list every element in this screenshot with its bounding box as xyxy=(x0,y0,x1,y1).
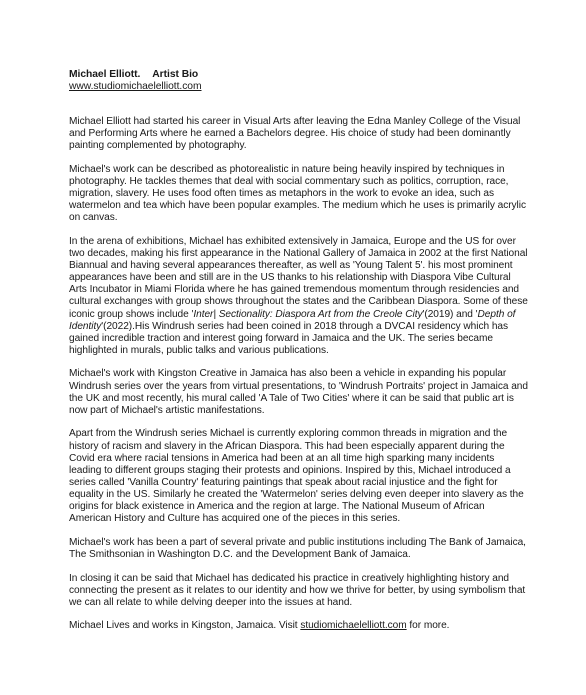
paragraph-current-work: Apart from the Windrush series Michael is currently exploring common threads in migration and the history of racism and slavery in the African Diaspora. This had been especially apparent during the Covid era where racial tensions in America had been at an all time high sparking many incidents leading to different groups staging their protests and opinions. Inspired by this, Michael introduced a series called 'Vanilla Country' featuring paintings that speak about racial injustice and the fight for equality in the US. Similarly he created the 'Watermelon' series delving even deeper into slavery as the origins for black existence in America and the region at large. The National Museum of African American History and Culture has acquired one of the pieces in this series. xyxy=(69,428,524,525)
paragraph-closing: In closing it can be said that Michael has dedicated his practice in creatively highlighting history and connecting the present as it relates to our identity and how we thrive for better, by using symbolism that we can all relate to while delving deeper into the issues at hand. xyxy=(69,572,526,608)
paragraph-institutions: Michael's work has been a part of several private and public institutions including The Bank of Jamaica, The Smithsonian in Washington D.C. and the Development Bank of Jamaica. xyxy=(69,536,526,560)
location-text-b: for more. xyxy=(406,620,450,632)
location-text-a: Michael Lives and works in Kingston, Jamaica. Visit xyxy=(69,620,301,632)
show-title-inter-sectionality: Inter| Sectionality: Diaspora Art from the Creole City xyxy=(193,308,423,320)
website-link[interactable]: www.studiomichaelelliott.com xyxy=(69,81,202,92)
paragraph-location xyxy=(69,620,529,632)
exhibitions-text-b: '(2019) and ' xyxy=(422,308,478,320)
artist-name: Michael Elliott. xyxy=(69,69,141,80)
paragraph-education: Michael Elliott had started his career in Visual Arts after leaving the Edna Manley College of the Visual and Performing Arts where he earned a Bachelors degree. His choice of study had been dominantly painting complemented by photography. xyxy=(69,116,521,152)
paragraph-kingston-creative: Michael's work with Kingston Creative in Jamaica has also been a vehicle in expanding his popular Windrush series over the years from virtual presentations, to 'Windrush Portraits' project in Jamaica and the UK and most recently, his mural called 'A Tale of Two Cities' where it can be said that public art is now part of Michael's artistic manifestations. xyxy=(69,368,528,416)
show-title-depth-of-identity: Depth of Identity xyxy=(69,308,516,332)
paragraph-exhibitions xyxy=(69,236,529,357)
bio-body xyxy=(69,116,529,644)
bio-heading: Artist Bio xyxy=(152,69,199,80)
bio-header xyxy=(69,69,529,93)
exhibitions-text-c: '(2022).His Windrush series had been coined in 2018 through a DVCAI residency which has gained incredible traction and interest going forward in Jamaica and the UK. The series became highlighted in murals, public talks and various publications. xyxy=(69,320,508,356)
closing-website-link[interactable]: studiomichaelelliott.com xyxy=(300,620,407,632)
exhibitions-text-a: In the arena of exhibitions, Michael has exhibited extensively in Jamaica, Europe and the US for over two decades, making his first appearance in the National Gallery of Jamaica in 2002 at the first National Biannual and having several appearances thereafter, as well as 'Young Talent 5'. his most prominent appearances have been and still are in the US thanks to his relationship with Diaspora Vibe Cultural Arts Incubator in Miami Florida where he has gained tremendous momentum through residencies and cultural exchanges with group shows throughout the states and the Caribbean Diaspora. Some of these iconic group shows include ' xyxy=(69,235,528,320)
paragraph-style: Michael's work can be described as photorealistic in nature being heavily inspired by techniques in photography. He tackles themes that deal with social commentary such as politics, corruption, race, migration, slavery. He uses food often times as metaphors in the work to evoke an idea, such as watermelon and tea which have been popular examples. The medium which he uses is primarily acrylic on canvas. xyxy=(69,163,526,224)
title-line xyxy=(69,69,529,81)
